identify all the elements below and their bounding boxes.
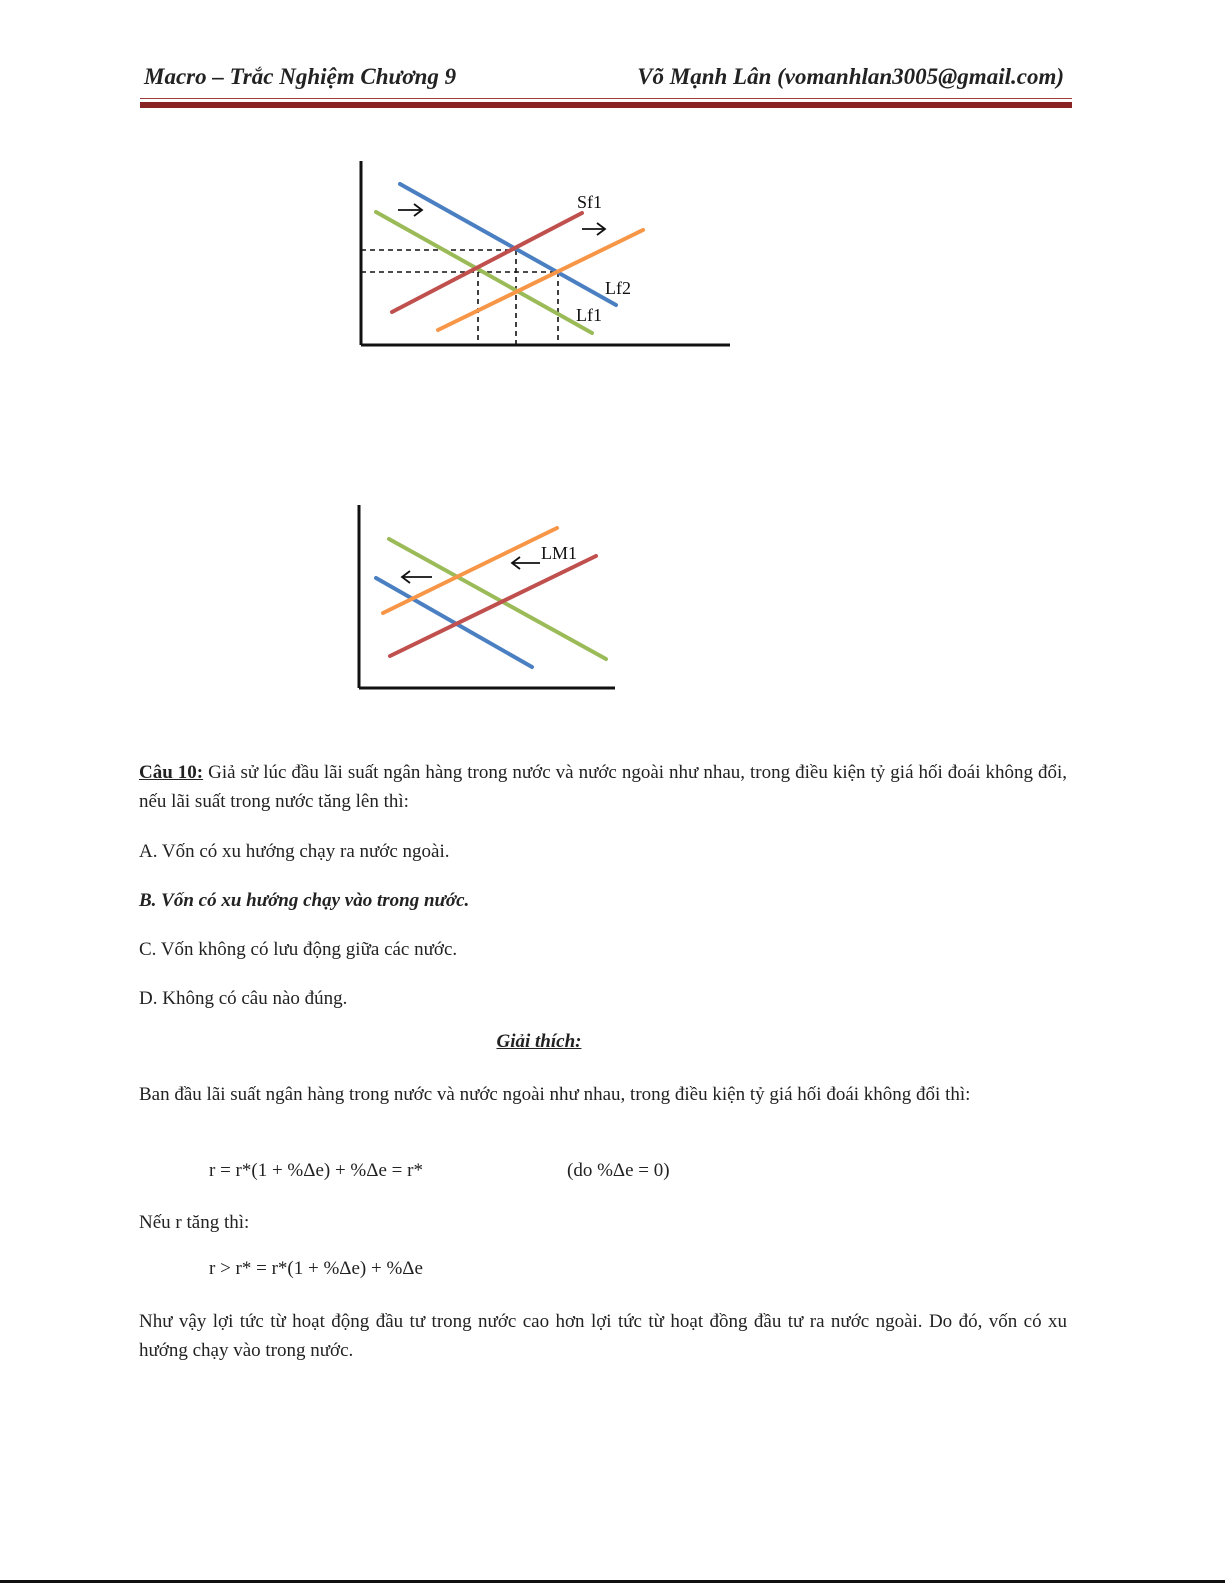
page-bottom-rule xyxy=(0,1580,1225,1583)
header-author: Võ Mạnh Lân (vomanhlan3005@gmail.com) xyxy=(637,64,1064,89)
fig2-label-lm1: LM1 xyxy=(541,543,577,563)
fig1-arrow-right-1 xyxy=(398,204,422,216)
question-text: Giả sử lúc đầu lãi suất ngân hàng trong nước và nước ngoài như nhau, trong điều kiện tỷ giá hối đoái không đổi, nếu lãi suất trong nước tăng lên thì: xyxy=(139,762,1067,812)
explanation-title: Giải thích: xyxy=(496,1031,582,1052)
fig2-arrow-left-2 xyxy=(402,571,432,583)
fig2-arrow-left-1 xyxy=(512,557,540,569)
header-rule-thin xyxy=(140,98,1072,99)
figure2-diagram xyxy=(350,500,625,700)
question-10 xyxy=(139,758,1067,816)
option-c: C. Vốn không có lưu động giữa các nước. xyxy=(139,939,458,960)
equation-2: r > r* = r*(1 + %Δe) + %Δe xyxy=(209,1258,423,1279)
option-b: B. Vốn có xu hướng chạy vào trong nước. xyxy=(139,890,470,911)
fig1-label-lf2: Lf2 xyxy=(605,278,631,298)
option-d: D. Không có câu nào đúng. xyxy=(139,988,348,1009)
fig1-arrow-right-2 xyxy=(582,223,605,235)
option-a: A. Vốn có xu hướng chạy ra nước ngoài. xyxy=(139,841,450,862)
page-header xyxy=(140,64,1072,98)
fig1-label-lf1: Lf1 xyxy=(576,305,602,325)
equation-1-note: (do %Δe = 0) xyxy=(567,1160,670,1181)
header-title: Macro – Trắc Nghiệm Chương 9 xyxy=(144,64,457,89)
fig2-lm-orange-curve xyxy=(383,528,557,613)
equation-1: r = r*(1 + %Δe) + %Δe = r* xyxy=(209,1160,423,1181)
explanation-para2: Nếu r tăng thì: xyxy=(139,1212,250,1233)
explanation-para3: Như vậy lợi tức từ hoạt động đầu tư trong nước cao hơn lợi tức từ hoạt đồng đầu tư ra nước ngoài. Do đó, vốn có xu hướng chạy vào trong nước. xyxy=(139,1311,1067,1361)
fig1-sf1-curve xyxy=(392,213,582,312)
question-label: Câu 10: xyxy=(139,762,204,783)
fig1-label-sf1: Sf1 xyxy=(577,192,603,212)
header-rule-thick xyxy=(140,102,1072,108)
figure1-diagram xyxy=(350,155,740,355)
fig2-lm1-red-curve xyxy=(390,556,596,656)
explanation-para1: Ban đầu lãi suất ngân hàng trong nước và nước ngoài như nhau, trong điều kiện tỷ giá hối đoái không đổi thì: xyxy=(139,1084,971,1105)
